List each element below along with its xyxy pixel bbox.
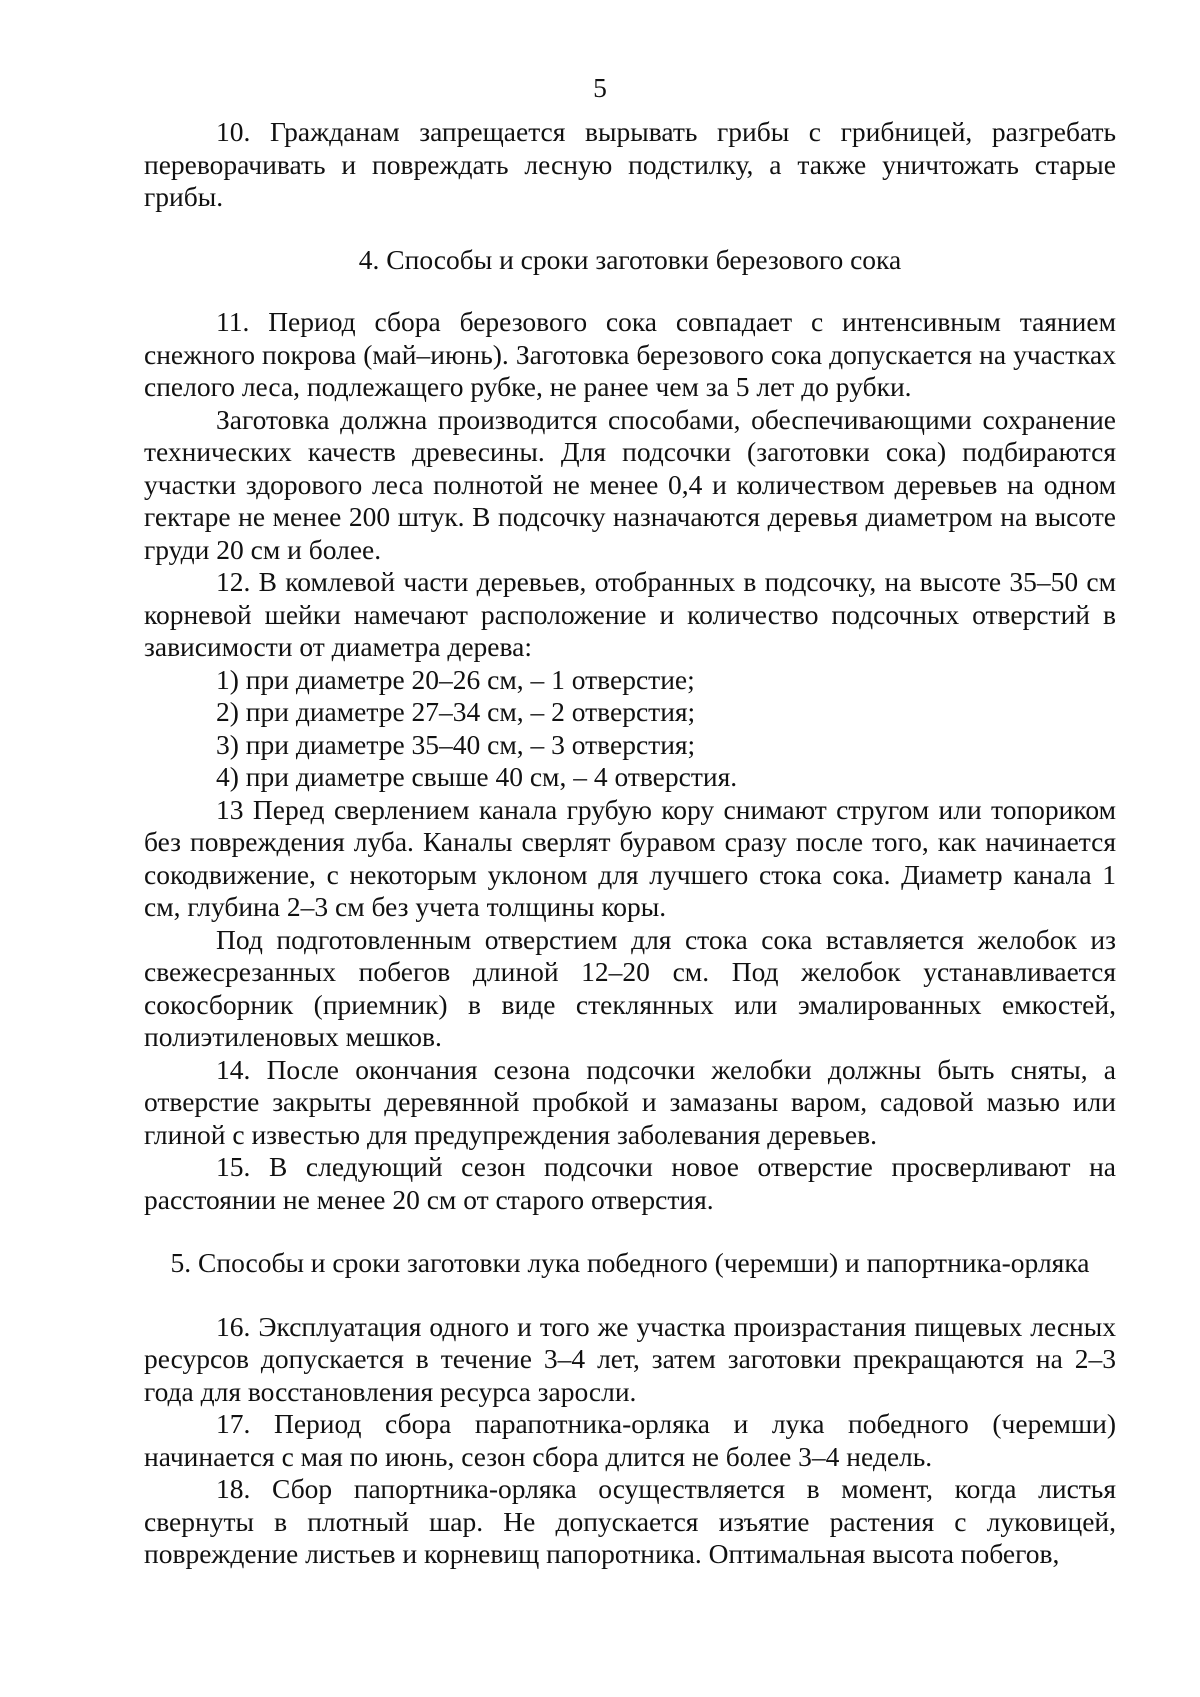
list-item-diameter-2: 2) при диаметре 27–34 см, – 2 отверстия;	[216, 696, 696, 727]
paragraph-15: 15. В следующий сезон подсочки новое отверстие просверливают на расстоянии не менее 20 см от старого отверстия.	[144, 1151, 1116, 1215]
paragraph-10: 10. Гражданам запрещается вырывать грибы с грибницей, разгребать переворачивать и повреждать лесную подстилку, а также уничтожать старые грибы.	[144, 116, 1116, 212]
paragraph-11: 11. Период сбора березового сока совпадает с интенсивным таянием снежного покрова (май–июнь). Заготовка березового сока допускается на участках спелого леса, подлежащего рубке, не ранее чем за 5 лет до рубки.	[144, 306, 1116, 402]
paragraph-11-continued: Заготовка должна производится способами, обеспечивающими сохранение технических качеств древесины. Для подсочки (заготовки сока) подбираются участки здорового леса полнотой не менее 0,4 и количеством деревьев на одном гектаре не менее 200 штук. В подсочку назначаются деревья диаметром на высоте груди 20 см и более.	[144, 403, 1116, 565]
section-5-heading: 5. Способы и сроки заготовки лука победного (черемши) и папортника-орляка	[170, 1247, 1090, 1278]
list-item-diameter-3: 3) при диаметре 35–40 см, – 3 отверстия;	[216, 728, 696, 760]
list-item-diameter-4: 4) при диаметре свыше 40 см, – 4 отверстия.	[216, 761, 738, 792]
paragraph-13-continued: Под подготовленным отверстием для стока сока вставляется желобок из свежесрезанных побегов длиной 12–20 см. Под желобок устанавливается сокосборник (приемник) в виде стеклянных или эмалированных емкостей, полиэтиленовых мешков.	[144, 923, 1116, 1052]
paragraph-12: 12. В комлевой части деревьев, отобранных в подсочку, на высоте 35–50 см корневой шейки намечают расположение и количество подсочных отверстий в зависимости от диаметра дерева:	[144, 566, 1116, 662]
paragraph-18: 18. Сбор папортника-орляка осуществляется в момент, когда листья свернуты в плотный шар. Не допускается изъятие растения с луковицей, повреждение листьев и корневищ папоротника. Оптимальная высота побегов,	[144, 1473, 1116, 1569]
paragraph-13: 13 Перед сверлением канала грубую кору снимают стругом или топориком без повреждения луба. Каналы сверлят буравом сразу после того, как начинается сокодвижение, с некоторым уклоном для лучшего стока сока. Диаметр канала 1 см, глубина 2–3 см без учета толщины коры.	[144, 793, 1116, 922]
paragraph-17: 17. Период сбора парапотника-орляка и лука победного (черемши) начинается с мая по июнь, сезон сбора длится не более 3–4 недель.	[144, 1408, 1116, 1472]
list-item-diameter-1: 1) при диаметре 20–26 см, – 1 отверстие;	[216, 663, 695, 695]
section-4-heading: 4. Способы и сроки заготовки березового сока	[358, 243, 902, 275]
paragraph-16: 16. Эксплуатация одного и того же участка произрастания пищевых лесных ресурсов допускается в течение 3–4 лет, затем заготовки прекращаются на 2–3 года для восстановления ресурса заросли.	[144, 1310, 1116, 1407]
page-number: 5	[593, 72, 607, 103]
paragraph-14: 14. После окончания сезона подсочки желобки должны быть сняты, а отверстие закрыты деревянной пробкой и замазаны варом, садовой мазью или глиной с известью для предупреждения заболевания деревьев.	[144, 1053, 1116, 1150]
page-content	[144, 116, 1116, 1571]
